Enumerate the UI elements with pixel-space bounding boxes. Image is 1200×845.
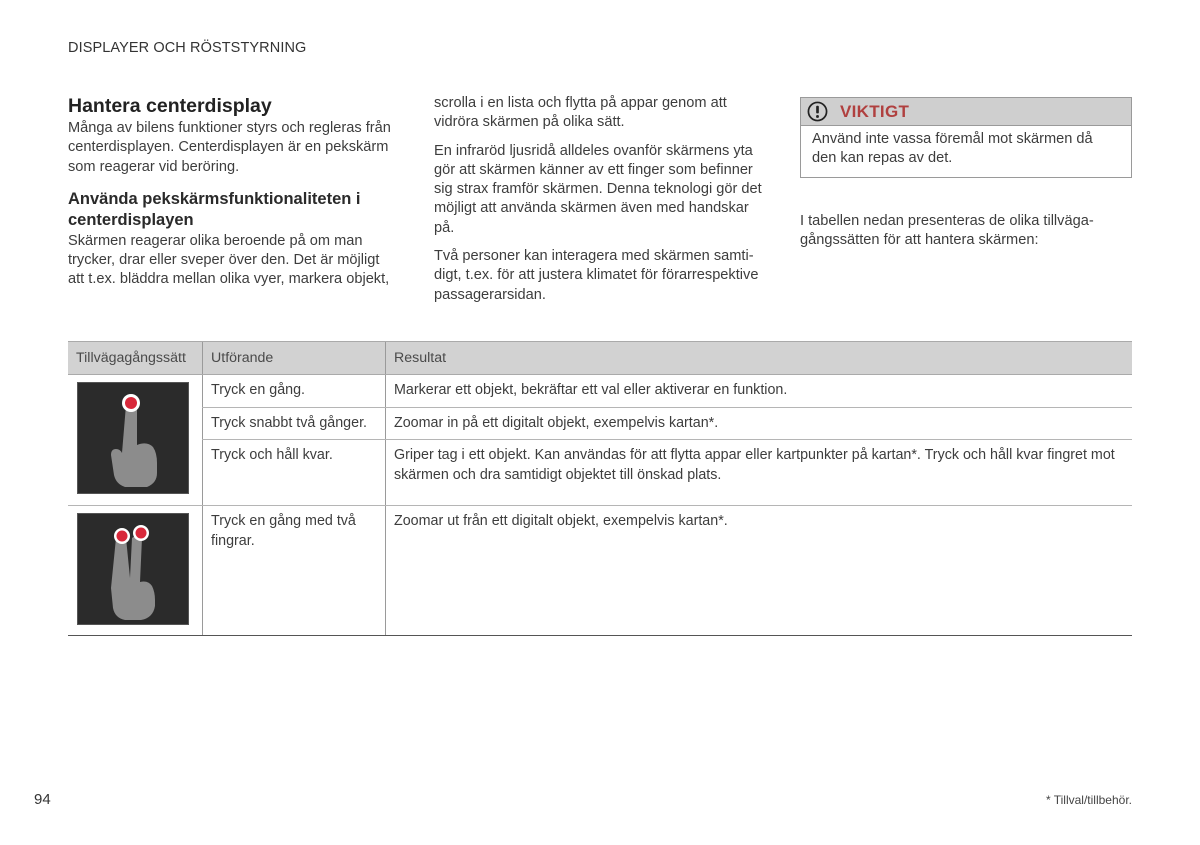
result-cell: Zoomar ut från ett digitalt objekt, exempelvis kartan*. bbox=[386, 506, 1133, 636]
table-header-row bbox=[68, 342, 1132, 375]
column-middle bbox=[434, 94, 769, 314]
table-row bbox=[68, 440, 1132, 506]
footnote: * Tillval/tillbehör. bbox=[1045, 793, 1132, 807]
gesture-image-cell bbox=[68, 375, 203, 506]
one-finger-tap-icon bbox=[77, 382, 189, 494]
page-number: 94 bbox=[34, 791, 51, 808]
column-header-execution: Utförande bbox=[203, 342, 386, 375]
action-cell: Tryck snabbt två gånger. bbox=[203, 407, 386, 440]
gesture-table bbox=[68, 341, 1132, 636]
subsection-title: Använda pekskärmsfunktionaliteten i centerdisplayen bbox=[68, 189, 361, 229]
result-cell: Markerar ett objekt, bekräftar ett val eller aktiverar en funktion. bbox=[386, 375, 1133, 408]
important-notice-text: Använd inte vassa föremål mot skärmen då den kan repas av det. bbox=[812, 131, 1093, 167]
table-row bbox=[68, 407, 1132, 440]
important-notice-box bbox=[800, 97, 1132, 178]
subsection-paragraph: Skärmen reagerar olika beroende på om man trycker, drar eller sveper över den. Det är möjligt att t.ex. bläddra mellan olika vyer, markera objekt, bbox=[68, 232, 390, 288]
paragraph-infrared: En infraröd ljusridå alldeles ovanför skärmens yta gör att skärmen känner av ett finger som befinner sig strax framför skärmen. Denna teknologi gör det möjligt att använda skärmen även med handskar på. bbox=[434, 142, 762, 236]
gesture-image-cell bbox=[68, 506, 203, 636]
action-cell: Tryck en gång. bbox=[203, 375, 386, 408]
exclamation-icon bbox=[807, 101, 828, 122]
chapter-header: DISPLAYER OCH RÖSTSTYRNING bbox=[68, 40, 307, 56]
important-notice-title: VIKTIGT bbox=[840, 101, 910, 121]
table-intro-paragraph: I tabellen nedan presenteras de olika tillvägagångssätten för att hantera skärmen: bbox=[800, 213, 1094, 249]
paragraph-continuation: scrolla i en lista och flytta på appar genom att vidröra skärmen på olika sätt. bbox=[434, 95, 727, 131]
paragraph-two-persons: Två personer kan interagera med skärmen samtidigt, t.ex. för att justera klimatet för förarrespektive passagerarsidan. bbox=[434, 248, 759, 303]
result-cell: Griper tag i ett objekt. Kan användas för att flytta appar eller kartpunkter på kartan*. Tryck och håll kvar fingret mot skärmen och dra samtidigt objektet till önskad plats. bbox=[386, 440, 1133, 506]
section-title: Hantera centerdisplay bbox=[68, 95, 272, 117]
column-header-method: Tillvägagångssätt bbox=[68, 342, 203, 375]
column-header-result: Resultat bbox=[386, 342, 1133, 375]
table-row bbox=[68, 506, 1132, 636]
two-finger-tap-icon bbox=[77, 513, 189, 625]
result-cell: Zoomar in på ett digitalt objekt, exempelvis kartan*. bbox=[386, 407, 1133, 440]
important-notice-header bbox=[801, 98, 1131, 126]
table-row bbox=[68, 375, 1132, 408]
action-cell: Tryck en gång med två fingrar. bbox=[203, 506, 386, 636]
action-cell: Tryck och håll kvar. bbox=[203, 440, 386, 506]
intro-paragraph: Många av bilens funktioner styrs och regleras från centerdisplayen. Centerdisplayen är en pekskärm som reagerar vid beröring. bbox=[68, 120, 391, 175]
column-left bbox=[68, 94, 398, 290]
